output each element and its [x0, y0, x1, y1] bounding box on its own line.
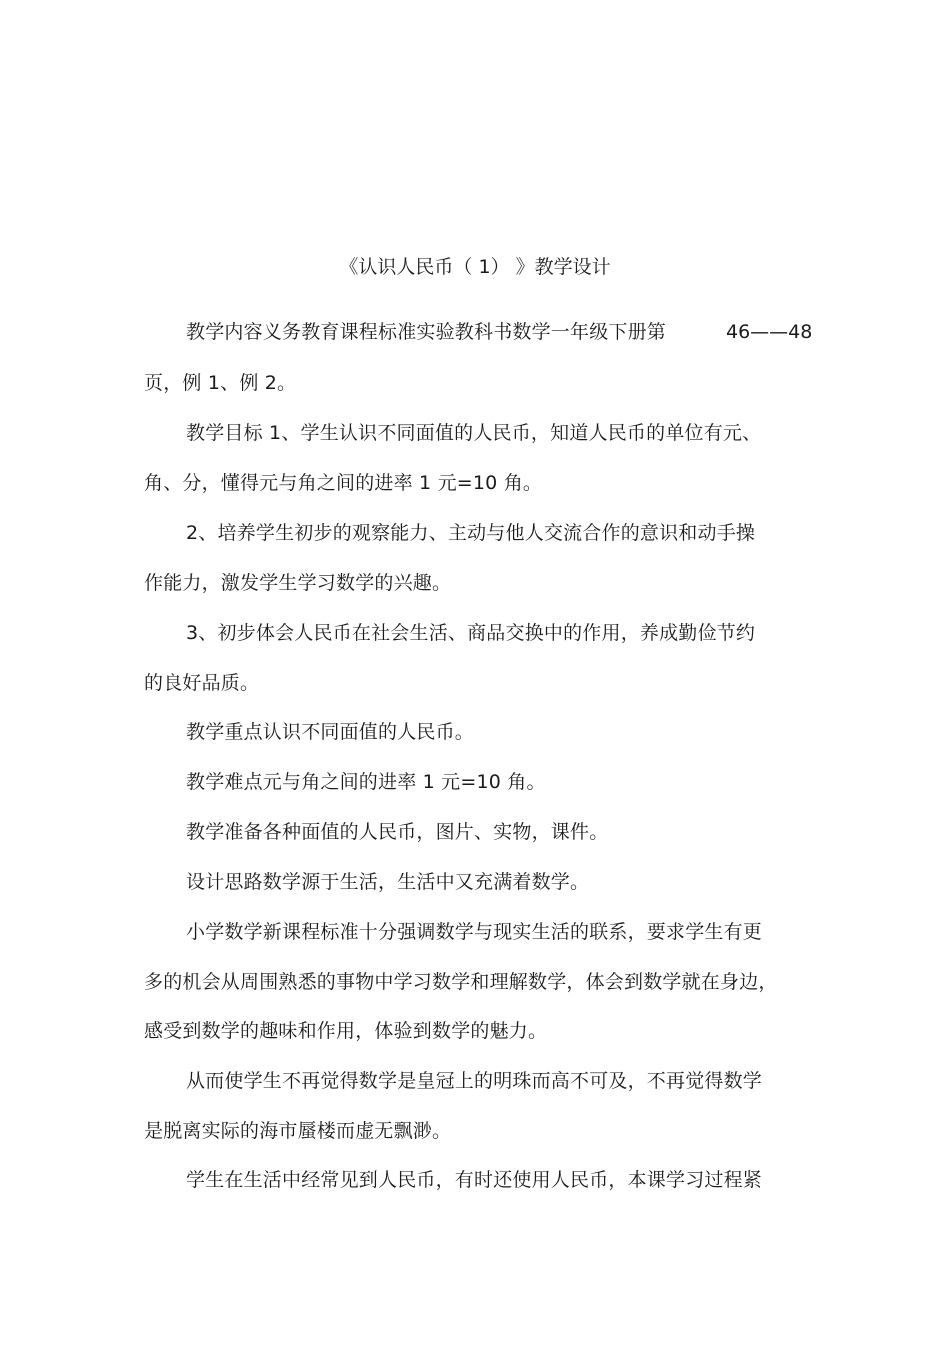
- paragraph-line: 是脱离实际的海市蜃楼而虚无飘渺。: [144, 1120, 452, 1142]
- paragraph-line: 的良好品质。: [144, 672, 260, 694]
- paragraph-line: 教学内容义务教育课程标准实验教科书数学一年级下册第: [186, 321, 667, 343]
- paragraph-line: 教学重点认识不同面值的人民币。: [186, 721, 475, 743]
- page-range: 46——48: [726, 321, 813, 343]
- paragraph-line: 教学目标 1、学生认识不同面值的人民币，知道人民币的单位有元、: [186, 422, 762, 444]
- paragraph-line: 教学难点元与角之间的进率 1 元=10 角。: [186, 771, 546, 793]
- paragraph-line: 页，例 1、例 2。: [144, 372, 297, 394]
- paragraph-line: 作能力，激发学生学习数学的兴趣。: [144, 572, 452, 594]
- paragraph-line: 小学数学新课程标准十分强调数学与现实生活的联系，要求学生有更: [186, 921, 763, 943]
- paragraph-line: 从而使学生不再觉得数学是皇冠上的明珠而高不可及，不再觉得数学: [186, 1070, 763, 1092]
- paragraph-line: 多的机会从周围熟悉的事物中学习数学和理解数学，体会到数学就在身边，: [144, 971, 778, 993]
- paragraph-line: 学生在生活中经常见到人民币，有时还使用人民币，本课学习过程紧: [186, 1169, 763, 1191]
- paragraph-line: 教学准备各种面值的人民币，图片、实物，课件。: [186, 821, 609, 843]
- paragraph-line: 2、培养学生初步的观察能力、主动与他人交流合作的意识和动手操: [186, 522, 756, 544]
- paragraph-line: 感受到数学的趣味和作用，体验到数学的魅力。: [144, 1020, 548, 1042]
- paragraph-line: 3、初步体会人民币在社会生活、商品交换中的作用，养成勤俭节约: [186, 622, 756, 644]
- document-title: 《认识人民币（ 1） 》教学设计: [339, 256, 611, 278]
- paragraph-line: 角、分，懂得元与角之间的进率 1 元=10 角。: [144, 472, 543, 494]
- paragraph-line: 设计思路数学源于生活，生活中又充满着数学。: [186, 871, 590, 893]
